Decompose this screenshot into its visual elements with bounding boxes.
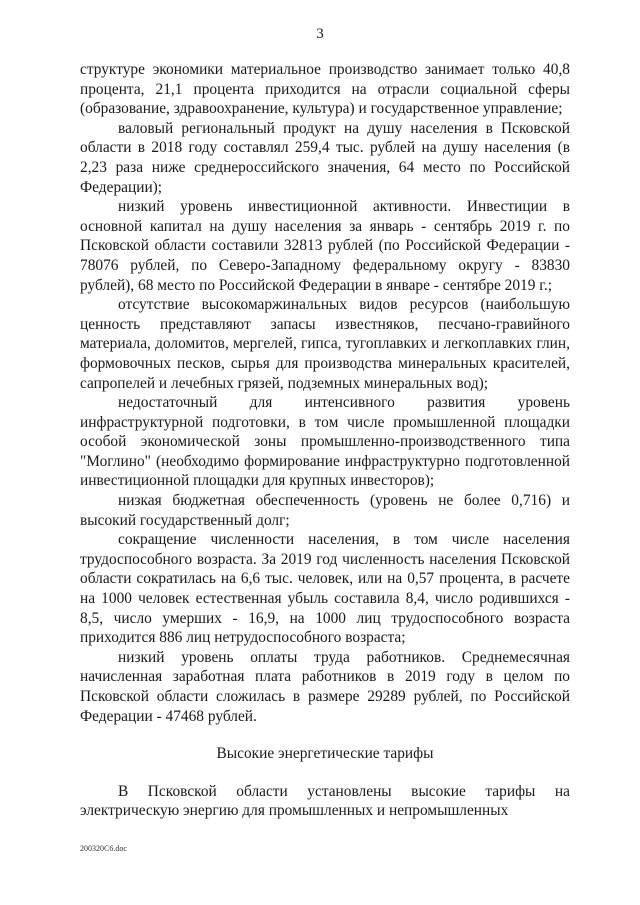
page-number: 3 [316,26,324,42]
paragraph-investment-activity: низкий уровень инвестиционной активности. Инвестиции в основной капитал на душу населения за январь - сентябрь 2019 г. по Псковской области составили 32813 рублей (по Российской Федерации - 78076 рублей, по Северо-Западному федеральному округу - 83830 рублей), 68 место по Российской Федерации в январе - сентябре 2019 г.; [80,198,570,294]
paragraph-infrastructure: недостаточный для интенсивного развития уровень инфраструктурной подготовки, в том числе промышленной площадки особой экономической зоны промышленно-производственного типа "Моглино" (необходимо формирование инфраструктурно подготовленной инвестиционной площадки для крупных инвесторов); [80,394,570,490]
section-heading: Высокие энергетические тарифы [216,745,434,763]
paragraph-wages: низкий уровень оплаты труда работников. Среднемесячная начисленная заработная плата работников в 2019 году в целом по Псковской области сложилась в размере 29289 рублей, по Российской Федерации - 47468 рублей. [80,648,570,725]
document-footer-id: 200320С6.doc [80,844,127,853]
paragraph-resources: отсутствие высокомаржинальных видов ресурсов (наибольшую ценность представляют запасы известняков, песчано-гравийного материала, доломитов, мергелей, гипса, тугоплавких и легкоплавких глин, формовочных песков, сырья для производства минеральных красителей, сапропелей и лечебных грязей, подземных минеральных вод); [80,296,570,392]
paragraph-energy-tariffs: В Псковской области установлены высокие тарифы на электрическую энергию для промышленных и непромышленных [80,782,570,820]
paragraph-economy-structure: структуре экономики материальное производство занимает только 40,8 процента, 21,1 процента приходится на отрасли социальной сферы (образование, здравоохранение, культура) и государственное управление; [80,61,570,118]
document-body [80,60,570,821]
paragraph-population: сокращение численности населения, в том числе населения трудоспособного возраста. За 2019 год численность населения Псковской области сократилась на 6,6 тыс. человек, или на 0,57 процента, в расчете на 1000 человек естественная убыль составила 8,4, число родившихся - 8,5, число умерших - 16,9, на 1000 лиц трудоспособного возраста приходится 886 лиц нетрудоспособного возраста; [80,531,570,647]
paragraph-budget: низкая бюджетная обеспеченность (уровень не более 0,716) и высокий государственный долг; [80,492,570,529]
paragraph-grp-per-capita: валовый региональный продукт на душу населения в Псковской области в 2018 году составлял 259,4 тыс. рублей на душу населения (в 2,23 раза ниже среднероссийского значения, 64 место по Российской Федерации); [80,119,570,196]
